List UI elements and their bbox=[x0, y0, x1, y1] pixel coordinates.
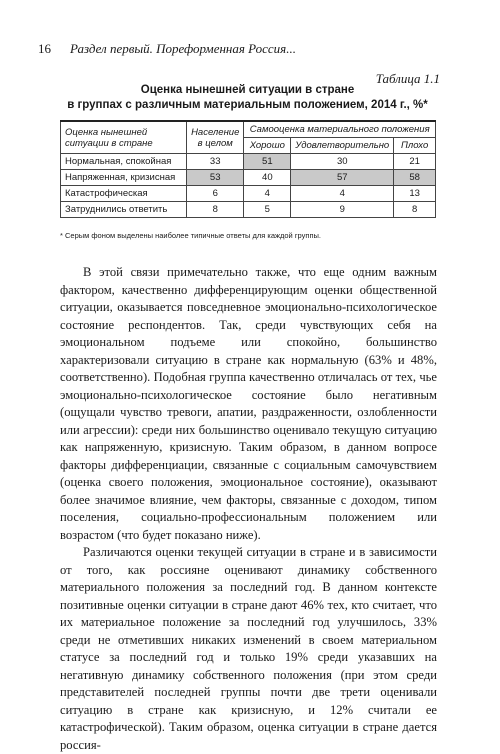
paragraph: Различаются оценки текущей ситуации в стране и в зависимости от того, как россияне оценивают динамику собственного материального положения за последний год. В данном контексте позитивные оценки ситуации в стране дают 46% тех, кто считает, что их материальное положение за последний год улучшилось, 33% среди не отметивших никаких изменений в своем материальном статусе за последний год и только 19% среди указавших на негативную динамику собственного положения (при этом среди представителей последней группы почти две трети оценивали ситуацию в стране как кризисную, и 12% считали ее катастрофической). Таким образом, оценка ситуации в стране дается россия- bbox=[60, 545, 437, 752]
running-title: Раздел первый. Пореформенная Россия... bbox=[70, 41, 296, 56]
cell-value: 33 bbox=[187, 154, 244, 170]
row-label: Затруднились ответить bbox=[61, 202, 187, 218]
cell-value: 8 bbox=[394, 202, 436, 218]
table-label: Таблица 1.1 bbox=[375, 71, 440, 86]
table-caption bbox=[60, 83, 435, 113]
table-row bbox=[61, 154, 436, 170]
cell-value: 4 bbox=[291, 186, 394, 202]
cell-value: 30 bbox=[291, 154, 394, 170]
cell-value: 58 bbox=[394, 170, 436, 186]
cell-value: 9 bbox=[291, 202, 394, 218]
col-header-group: Самооценка материального положения bbox=[244, 121, 436, 138]
cell-value: 51 bbox=[244, 154, 291, 170]
cell-value: 4 bbox=[244, 186, 291, 202]
body-text bbox=[60, 264, 437, 754]
table-row bbox=[61, 186, 436, 202]
table-footnote: * Серым фоном выделены наиболее типичные ответы для каждой группы. bbox=[60, 231, 321, 240]
cell-value: 13 bbox=[394, 186, 436, 202]
table-row bbox=[61, 170, 436, 186]
subheader-bad: Плохо bbox=[394, 138, 436, 154]
cell-value: 21 bbox=[394, 154, 436, 170]
row-label: Напряженная, кризисная bbox=[61, 170, 187, 186]
row-label: Катастрофическая bbox=[61, 186, 187, 202]
col-header-population: Население в целом bbox=[187, 121, 244, 154]
table-caption-line1: Оценка нынешней ситуации в стране bbox=[140, 84, 355, 96]
cell-value: 5 bbox=[244, 202, 291, 218]
table-header-row bbox=[61, 121, 436, 138]
cell-value: 40 bbox=[244, 170, 291, 186]
cell-value: 8 bbox=[187, 202, 244, 218]
data-table bbox=[60, 120, 436, 218]
col-header-estimate: Оценка нынешней ситуации в стране bbox=[61, 121, 187, 154]
table-caption-line2: в группах с различным материальным положением, 2014 г., %* bbox=[67, 99, 428, 111]
page-number: 16 bbox=[38, 41, 51, 56]
cell-value: 57 bbox=[291, 170, 394, 186]
paragraph: В этой связи примечательно также, что еще одним важным фактором, качественно дифференцирующим оценки общественной ситуации, оказывается повседневное эмоционально-психологическое состояние респондентов. Так, среди чувствующих себя на эмоциональном подъеме или спокойно, большинство характеризовали ситуацию в стране как нормальную (63% и 48%, соответственно). Подобная группа качественно отличалась от тех, чье эмоционально-психологическое состояние было негативным (ощущали чувство тревоги, апатии, раздраженности, озлобленности или агрессии): среди них большинство оценивало текущую ситуацию как напряженную, кризисную. Таким образом, в данном вопросе факторы дифференциации, связанные с социальным самочувствием (оценка своего положения, эмоциональное состояние), оказывают более значимое влияние, чем факторы, связанные с доходом, типом поселения, социально-профессиональным положением или возрастом (что будет показано ниже). bbox=[60, 265, 437, 542]
cell-value: 53 bbox=[187, 170, 244, 186]
subheader-satisfactory: Удовлетворительно bbox=[291, 138, 394, 154]
subheader-good: Хорошо bbox=[244, 138, 291, 154]
row-label: Нормальная, спокойная bbox=[61, 154, 187, 170]
cell-value: 6 bbox=[187, 186, 244, 202]
table-row bbox=[61, 202, 436, 218]
